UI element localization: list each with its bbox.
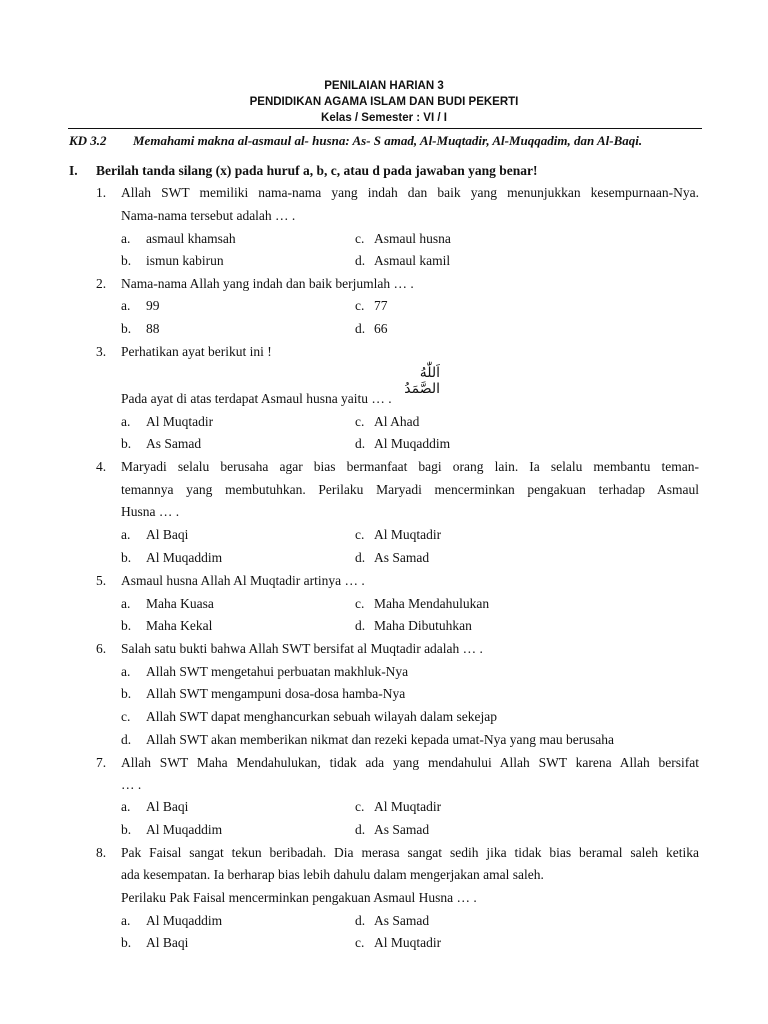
option-d: 66: [374, 321, 388, 336]
question-text: Husna … .: [121, 504, 180, 519]
option-letter: b.: [121, 822, 132, 837]
option-letter: a.: [121, 913, 131, 928]
option-d: Al Muqaddim: [374, 436, 451, 451]
question-text: temannya yang membutuhkan. Perilaku Maryadi mencerminkan pengakuan terhadap Asmaul: [121, 482, 699, 497]
option-d: Allah SWT akan memberikan nikmat dan rezeki kepada umat-Nya yang mau berusaha: [146, 732, 614, 747]
question-text: … .: [121, 777, 142, 792]
option-letter: a.: [121, 298, 131, 313]
question-number: 6.: [96, 641, 107, 656]
option-letter: d.: [355, 913, 366, 928]
option-letter: c.: [355, 231, 365, 246]
option-a: Al Baqi: [146, 527, 189, 542]
option-letter: c.: [121, 709, 131, 724]
option-letter: a.: [121, 799, 131, 814]
option-a: Al Muqtadir: [146, 414, 214, 429]
question-number: 8.: [96, 845, 107, 860]
option-letter: d.: [355, 618, 366, 633]
option-letter: d.: [355, 550, 366, 565]
question-text: Pak Faisal sangat tekun beribadah. Dia merasa sangat sedih jika tidak bias beramal saleh ketika: [121, 845, 699, 860]
option-letter: a.: [121, 414, 131, 429]
option-letter: d.: [355, 321, 366, 336]
option-letter: c.: [355, 298, 365, 313]
option-c: Al Muqtadir: [374, 935, 442, 950]
question-text: Maryadi selalu berusaha agar bias bermanfaat bagi orang lain. Ia selalu membantu teman-: [121, 459, 699, 474]
title-line-1: PENILAIAN HARIAN 3: [324, 80, 444, 92]
option-c: Al Muqtadir: [374, 527, 442, 542]
option-d: Asmaul kamil: [374, 253, 451, 268]
question-number: 1.: [96, 185, 107, 200]
question-text: Nama-nama Allah yang indah dan baik berjumlah … .: [121, 276, 414, 291]
section-number: I.: [69, 163, 78, 178]
option-letter: d.: [355, 253, 366, 268]
question-number: 3.: [96, 344, 107, 359]
arabic-verse: اَللّٰهُ الصَّمَدُ: [404, 365, 440, 397]
option-letter: c.: [355, 799, 365, 814]
option-a: asmaul khamsah: [146, 231, 236, 246]
option-letter: b.: [121, 935, 132, 950]
option-a: Al Muqaddim: [146, 913, 223, 928]
question-text: Asmaul husna Allah Al Muqtadir artinya … .: [121, 573, 365, 588]
option-c: Asmaul husna: [374, 231, 451, 246]
option-letter: c.: [355, 935, 365, 950]
option-a: Maha Kuasa: [146, 596, 214, 611]
option-b: Maha Kekal: [146, 618, 213, 633]
title-line-2: PENDIDIKAN AGAMA ISLAM DAN BUDI PEKERTI: [249, 96, 519, 108]
question-text: Allah SWT memiliki nama-nama yang indah dan baik yang menunjukkan kesempurnaan-Nya.: [121, 185, 699, 200]
option-b: Al Muqaddim: [146, 822, 223, 837]
option-b: As Samad: [146, 436, 202, 451]
option-d: Maha Dibutuhkan: [374, 618, 472, 633]
option-c: Al Ahad: [374, 414, 420, 429]
option-c: Al Muqtadir: [374, 799, 442, 814]
question-number: 7.: [96, 755, 107, 770]
option-letter: a.: [121, 596, 131, 611]
question-text: Perilaku Pak Faisal mencerminkan pengakuan Asmaul Husna … .: [121, 890, 477, 905]
question-text: ada kesempatan. Ia berharap bias lebih dahulu dalam mengerjakan amal saleh.: [121, 867, 544, 882]
question-text: Pada ayat di atas terdapat Asmaul husna yaitu … .: [121, 391, 392, 406]
question-number: 4.: [96, 459, 107, 474]
question-number: 5.: [96, 573, 107, 588]
kd-code: KD 3.2: [69, 133, 107, 148]
option-letter: b.: [121, 686, 132, 701]
option-a: 99: [146, 298, 160, 313]
section-instruction: Berilah tanda silang (x) pada huruf a, b, c, atau d pada jawaban yang benar!: [96, 163, 538, 178]
option-c: Maha Mendahulukan: [374, 596, 490, 611]
title-line-3: Kelas / Semester : VI / I: [321, 112, 447, 124]
option-b: ismun kabirun: [146, 253, 224, 268]
option-a: Allah SWT mengetahui perbuatan makhluk-Nya: [146, 664, 409, 679]
option-letter: a.: [121, 527, 131, 542]
option-letter: c.: [355, 527, 365, 542]
option-b: Al Muqaddim: [146, 550, 223, 565]
option-c: 77: [374, 298, 388, 313]
option-letter: c.: [355, 596, 365, 611]
kd-description: Memahami makna al-asmaul al- husna: As- S amad, Al-Muqtadir, Al-Muqqadim, dan Al-Baqi.: [133, 133, 643, 148]
option-b: Allah SWT mengampuni dosa-dosa hamba-Nya: [146, 686, 406, 701]
header-divider: [68, 128, 702, 129]
option-b: 88: [146, 321, 160, 336]
question-text: Perhatikan ayat berikut ini !: [121, 344, 272, 359]
option-letter: d.: [355, 436, 366, 451]
option-c: Allah SWT dapat menghancurkan sebuah wilayah dalam sekejap: [146, 709, 498, 724]
option-d: As Samad: [374, 550, 430, 565]
question-text: Allah SWT Maha Mendahulukan, tidak ada yang mendahului Allah SWT karena Allah bersifat: [121, 755, 699, 770]
question-text: Salah satu bukti bahwa Allah SWT bersifat al Muqtadir adalah … .: [121, 641, 483, 656]
option-letter: c.: [355, 414, 365, 429]
option-letter: b.: [121, 436, 132, 451]
option-letter: b.: [121, 321, 132, 336]
question-text: Nama-nama tersebut adalah … .: [121, 208, 296, 223]
option-d: As Samad: [374, 913, 430, 928]
option-d: As Samad: [374, 822, 430, 837]
option-b: Al Baqi: [146, 935, 189, 950]
option-letter: d.: [355, 822, 366, 837]
option-a: Al Baqi: [146, 799, 189, 814]
option-letter: b.: [121, 550, 132, 565]
option-letter: a.: [121, 664, 131, 679]
option-letter: d.: [121, 732, 132, 747]
option-letter: a.: [121, 231, 131, 246]
option-letter: b.: [121, 253, 132, 268]
option-letter: b.: [121, 618, 132, 633]
question-number: 2.: [96, 276, 107, 291]
